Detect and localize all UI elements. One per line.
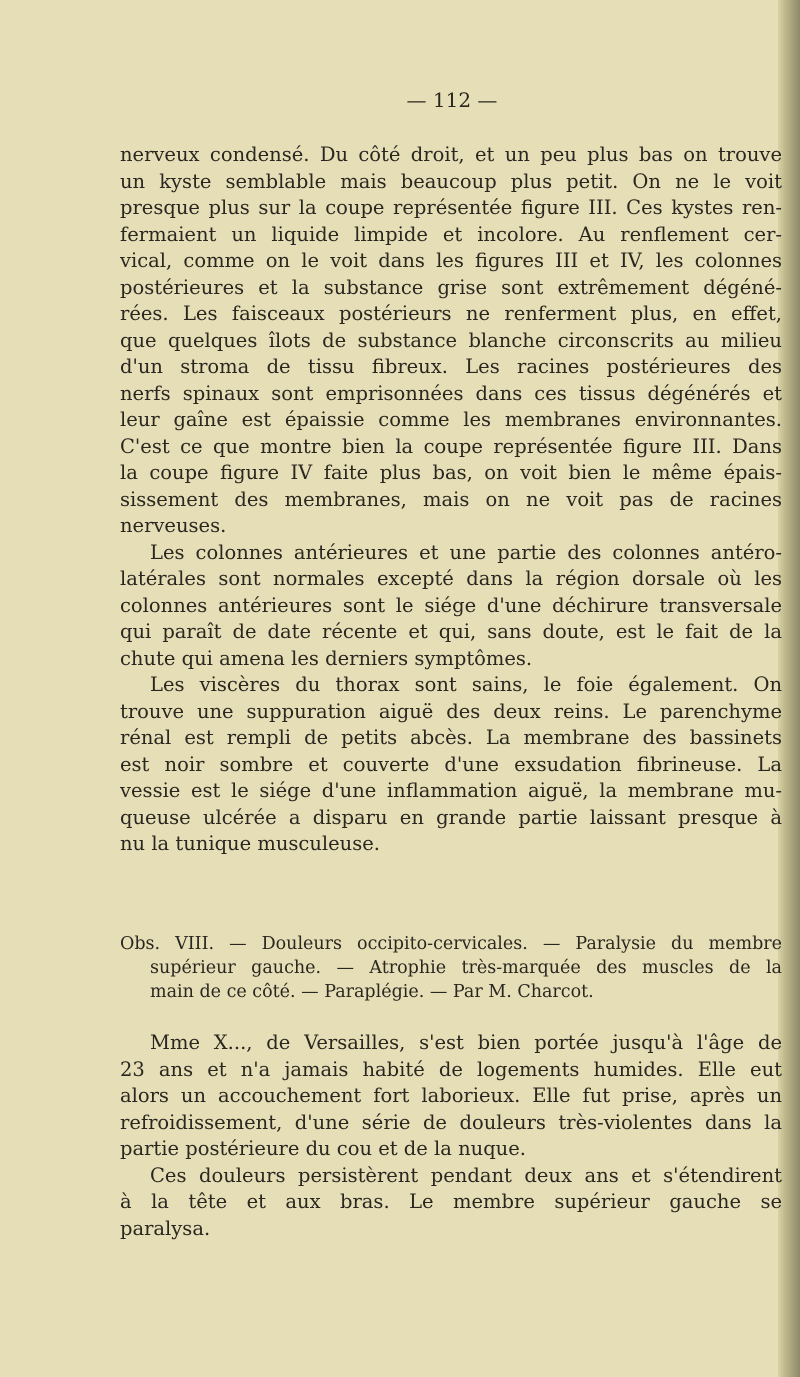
- text-line: Les viscères du thorax sont sains, le foie également. On: [150, 673, 782, 696]
- paragraph: [120, 142, 782, 540]
- text-line: refroidissement, d'une série de douleurs très-violentes dans la: [120, 1110, 782, 1134]
- text-line: presque plus sur la coupe représentée figure III. Ces kystes ren-: [120, 196, 782, 219]
- text-line: queuse ulcérée a disparu en grande partie laissant presque à: [120, 805, 782, 829]
- text-line: trouve une suppuration aiguë des deux reins. Le parenchyme: [120, 699, 782, 723]
- page-number: — 112 —: [406, 88, 498, 112]
- text-line: main de ce côté. — Paraplégie. — Par M. Charcot.: [150, 982, 594, 1002]
- text-line: leur gaîne est épaissie comme les membranes environnantes.: [120, 408, 782, 431]
- text-line: 23 ans et n'a jamais habité de logements humides. Elle eut: [120, 1057, 782, 1081]
- text-line: postérieures et la substance grise sont extrêmement dégéné-: [120, 275, 782, 299]
- text-line: rénal est rempli de petits abcès. La membrane des bassinets: [120, 726, 782, 749]
- text-line: C'est ce que montre bien la coupe représentée figure III. Dans: [120, 434, 782, 458]
- body-text: [120, 142, 782, 858]
- text-line: Ces douleurs persistèrent pendant deux ans et s'étendirent: [150, 1163, 782, 1187]
- text-line: vessie est le siége d'une inflammation aiguë, la membrane mu-: [120, 779, 782, 802]
- text-line: nerveuses.: [120, 514, 227, 537]
- paragraph: [120, 672, 782, 858]
- observation-heading: [120, 932, 782, 1004]
- text-line: rées. Les faisceaux postérieurs ne renferment plus, en effet,: [120, 302, 782, 325]
- text-line: Mme X..., de Versailles, s'est bien portée jusqu'à l'âge de: [150, 1031, 782, 1054]
- text-line: latérales sont normales excepté dans la région dorsale où les: [120, 567, 782, 590]
- text-line: alors un accouchement fort laborieux. Elle fut prise, après un: [120, 1084, 782, 1107]
- text-line: que quelques îlots de substance blanche circonscrits au milieu: [120, 328, 782, 352]
- text-line: supérieur gauche. — Atrophie très-marquée des muscles de la: [150, 958, 782, 978]
- text-line: nerveux condensé. Du côté droit, et un peu plus bas on trouve: [120, 143, 782, 166]
- text-line: vical, comme on le voit dans les figures III et IV, les colonnes: [120, 249, 782, 272]
- text-line: est noir sombre et couverte d'une exsudation fibrineuse. La: [120, 752, 782, 776]
- paragraph: [120, 540, 782, 673]
- text-line: la coupe figure IV faite plus bas, on voit bien le même épais-: [120, 461, 782, 484]
- paragraph: [120, 1030, 782, 1163]
- paragraph: [120, 1163, 782, 1243]
- text-line: paralysa.: [120, 1216, 211, 1240]
- text-line: Les colonnes antérieures et une partie des colonnes antéro-: [150, 540, 782, 564]
- observation-text: [120, 1030, 782, 1242]
- text-line: sissement des membranes, mais on ne voit pas de racines: [120, 487, 782, 511]
- text-line: Obs. VIII. — Douleurs occipito-cervicales. — Paralysie du membre: [120, 934, 782, 954]
- text-line: partie postérieure du cou et de la nuque.: [120, 1137, 526, 1160]
- text-line: fermaient un liquide limpide et incolore. Au renflement cer-: [120, 222, 782, 246]
- text-line: colonnes antérieures sont le siége d'une déchirure transversale: [120, 593, 782, 617]
- text-line: à la tête et aux bras. Le membre supérieur gauche se: [120, 1190, 782, 1213]
- text-line: chute qui amena les derniers symptômes.: [120, 646, 533, 670]
- text-line: un kyste semblable mais beaucoup plus petit. On ne le voit: [120, 169, 782, 193]
- text-line: d'un stroma de tissu fibreux. Les racines postérieures des: [120, 355, 782, 378]
- paragraph: [120, 932, 782, 1004]
- text-line: qui paraît de date récente et qui, sans doute, est le fait de la: [120, 620, 782, 643]
- text-line: nerfs spinaux sont emprisonnées dans ces tissus dégénérés et: [120, 381, 782, 405]
- text-line: nu la tunique musculeuse.: [120, 832, 380, 855]
